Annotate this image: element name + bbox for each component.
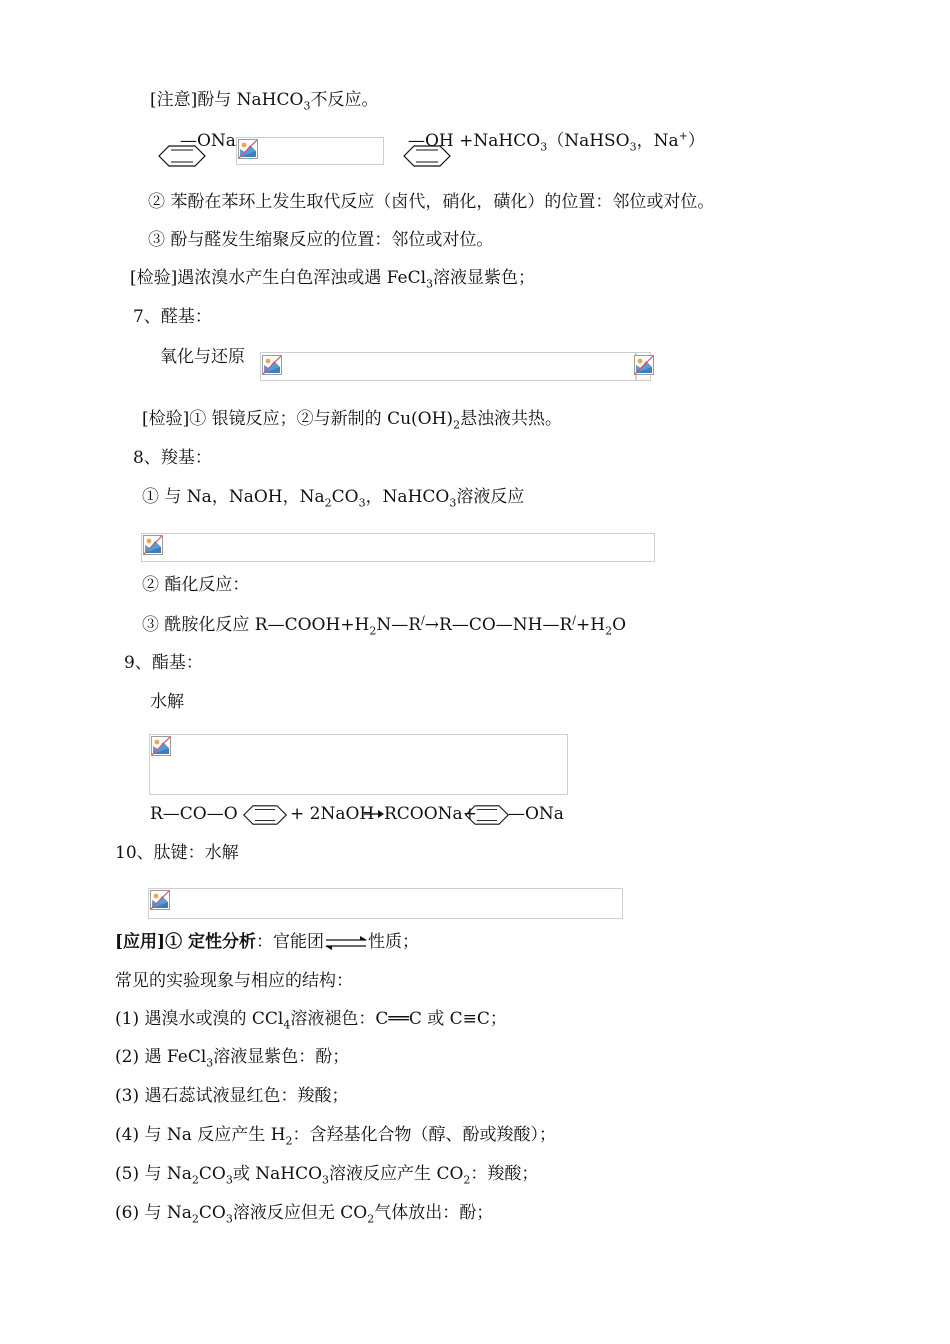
item6-s2: 3 — [225, 1212, 233, 1226]
item6-s1: 2 — [191, 1212, 199, 1226]
ester-eq-phenoxide: —ONa — [508, 804, 564, 824]
benzene-ring-icon — [462, 803, 512, 827]
eq-sub-a: 3 — [540, 140, 548, 154]
carboxyl-reaction-1 — [142, 486, 524, 508]
test-aldehyde-sub: 2 — [453, 418, 461, 432]
item5-s4: 2 — [463, 1173, 471, 1187]
broken-image-icon — [150, 890, 170, 910]
test-text-end: 溶液显紫色； — [433, 268, 536, 288]
c3-b: N—R — [376, 615, 422, 635]
line-substitution: ② 苯酚在苯环上发生取代反应（卤代，硝化，磺化）的位置：邻位或对位。 — [148, 192, 715, 212]
eq-part-a: OH +NaHCO — [425, 131, 541, 151]
apply-mid: ：官能团 — [256, 932, 325, 952]
item-3: (3) 遇石蕊试液显红色：羧酸； — [115, 1086, 349, 1106]
broken-image-icon — [143, 535, 163, 555]
broken-image-icon — [634, 355, 654, 375]
item6-a: (6) 与 Na — [115, 1203, 192, 1223]
eq-part-c: ，Na — [636, 131, 679, 151]
item2-s: 3 — [206, 1056, 214, 1070]
item1-b: 溶液褪色：C══C 或 C≡C； — [290, 1009, 507, 1029]
c3-s2: 2 — [605, 624, 613, 638]
eq-part-d: ） — [687, 131, 705, 151]
broken-image-icon — [238, 139, 258, 159]
item5-d: 溶液反应产生 CO — [329, 1164, 464, 1184]
arrow-right-icon — [364, 808, 384, 820]
test-aldehyde — [142, 408, 562, 430]
item4-s: 2 — [285, 1134, 293, 1148]
item-1 — [115, 1008, 507, 1030]
apply-bold: [应用]① 定性分析 — [115, 932, 257, 952]
note-sub: 3 — [303, 99, 311, 113]
image-placeholder-carboxyl — [141, 533, 655, 562]
ester-phenoxide-text: ONa — [525, 804, 564, 824]
item6-d: 气体放出：酚； — [374, 1203, 494, 1223]
broken-image-icon — [151, 736, 171, 756]
test-text: [检验]遇浓溴水产生白色浑浊或遇 FeCl — [130, 268, 427, 288]
item2-b: 溶液显紫色：酚； — [213, 1047, 350, 1067]
item2-a: (2) 遇 FeCl — [115, 1047, 207, 1067]
heading-carboxyl: 8、羧基： — [133, 448, 212, 468]
item5-s2: 3 — [225, 1173, 233, 1187]
c1-s2: 3 — [358, 496, 366, 510]
ester-eq-left: R—CO—O — [150, 804, 238, 824]
line-polycondensation: ③ 酚与醛发生缩聚反应的位置：邻位或对位。 — [148, 230, 494, 250]
hydrolysis-label: 水解 — [150, 692, 184, 712]
heading-ester: 9、酯基： — [124, 653, 203, 673]
item5-b: CO — [198, 1164, 226, 1184]
item4-b: ：含羟基化合物（醇、酚或羧酸）； — [292, 1125, 557, 1145]
c3-e: O — [612, 615, 627, 635]
phenoxide-label: —ONa — [180, 131, 236, 151]
image-placeholder-phenol — [236, 137, 384, 165]
eq-sub-b: 3 — [629, 140, 637, 154]
ester-eq-product: RCOONa+ — [384, 804, 477, 824]
item6-b: CO — [198, 1203, 226, 1223]
test-phenol — [130, 267, 535, 289]
c3-s1: 2 — [369, 624, 377, 638]
c3-sp1: / — [421, 613, 425, 627]
phenoxide-text: ONa — [197, 131, 236, 151]
heading-aldehyde: 7、醛基： — [133, 307, 212, 327]
image-placeholder-redox — [260, 352, 636, 381]
eq-sup-c: + — [678, 129, 688, 143]
broken-image-icon — [262, 355, 282, 375]
test-aldehyde-text: [检验]① 银镜反应；②与新制的 Cu(OH) — [142, 409, 454, 429]
c1-c: ，NaHCO — [365, 487, 450, 507]
c1-a: ① 与 Na，NaOH，Na — [142, 487, 325, 507]
carboxyl-amidation — [142, 614, 626, 636]
c3-c: →R—CO—NH—R — [424, 615, 573, 635]
item-4 — [115, 1124, 556, 1146]
test-aldehyde-end: 悬浊液共热。 — [460, 409, 563, 429]
equilibrium-arrow-icon — [324, 935, 368, 951]
item6-s3: 2 — [367, 1212, 375, 1226]
redox-label: 氧化与还原 — [160, 347, 245, 367]
item5-e: ：羧酸； — [470, 1164, 539, 1184]
item-5 — [115, 1163, 538, 1185]
note-text: [注意]酚与 NaHCO — [150, 90, 304, 110]
item4-a: (4) 与 Na 反应产生 H — [115, 1125, 286, 1145]
item5-a: (5) 与 Na — [115, 1164, 192, 1184]
apply-post: 性质； — [368, 932, 420, 952]
image-placeholder-redox-2 — [636, 352, 651, 381]
item5-s3: 3 — [322, 1173, 330, 1187]
item5-c: 或 NaHCO — [232, 1164, 323, 1184]
c1-s1: 2 — [324, 496, 332, 510]
item5-s1: 2 — [191, 1173, 199, 1187]
application-line — [115, 931, 419, 953]
c1-d: 溶液反应 — [456, 487, 525, 507]
c1-s3: 3 — [449, 496, 457, 510]
c1-b: CO — [331, 487, 359, 507]
c3-sp2: / — [572, 613, 577, 627]
heading-peptide: 10、肽键：水解 — [115, 843, 239, 863]
item-2 — [115, 1046, 349, 1068]
test-sub: 3 — [426, 277, 434, 291]
eq-part-b: （NaHSO — [547, 131, 630, 151]
phenol-product: —OH +NaHCO$_3$（NaHSO$_3$，Na+） — [408, 129, 705, 154]
note-text-end: 不反应。 — [310, 90, 379, 110]
item-6 — [115, 1202, 493, 1224]
image-placeholder-ester — [149, 734, 568, 795]
benzene-ring-icon — [240, 803, 290, 827]
common-phenomena: 常见的实验现象与相应的结构： — [115, 971, 353, 991]
item1-s: 4 — [283, 1018, 291, 1032]
c3-a: ③ 酰胺化反应 R—COOH+H — [142, 615, 370, 635]
ester-eq-naoh: + 2NaOH — [290, 804, 375, 824]
item1-a: (1) 遇溴水或溴的 CCl — [115, 1009, 284, 1029]
note-phenol — [150, 89, 378, 111]
c3-d: +H — [576, 615, 606, 635]
carboxyl-esterification: ② 酯化反应： — [142, 575, 250, 595]
item6-c: 溶液反应但无 CO — [232, 1203, 368, 1223]
image-placeholder-peptide — [148, 888, 623, 919]
